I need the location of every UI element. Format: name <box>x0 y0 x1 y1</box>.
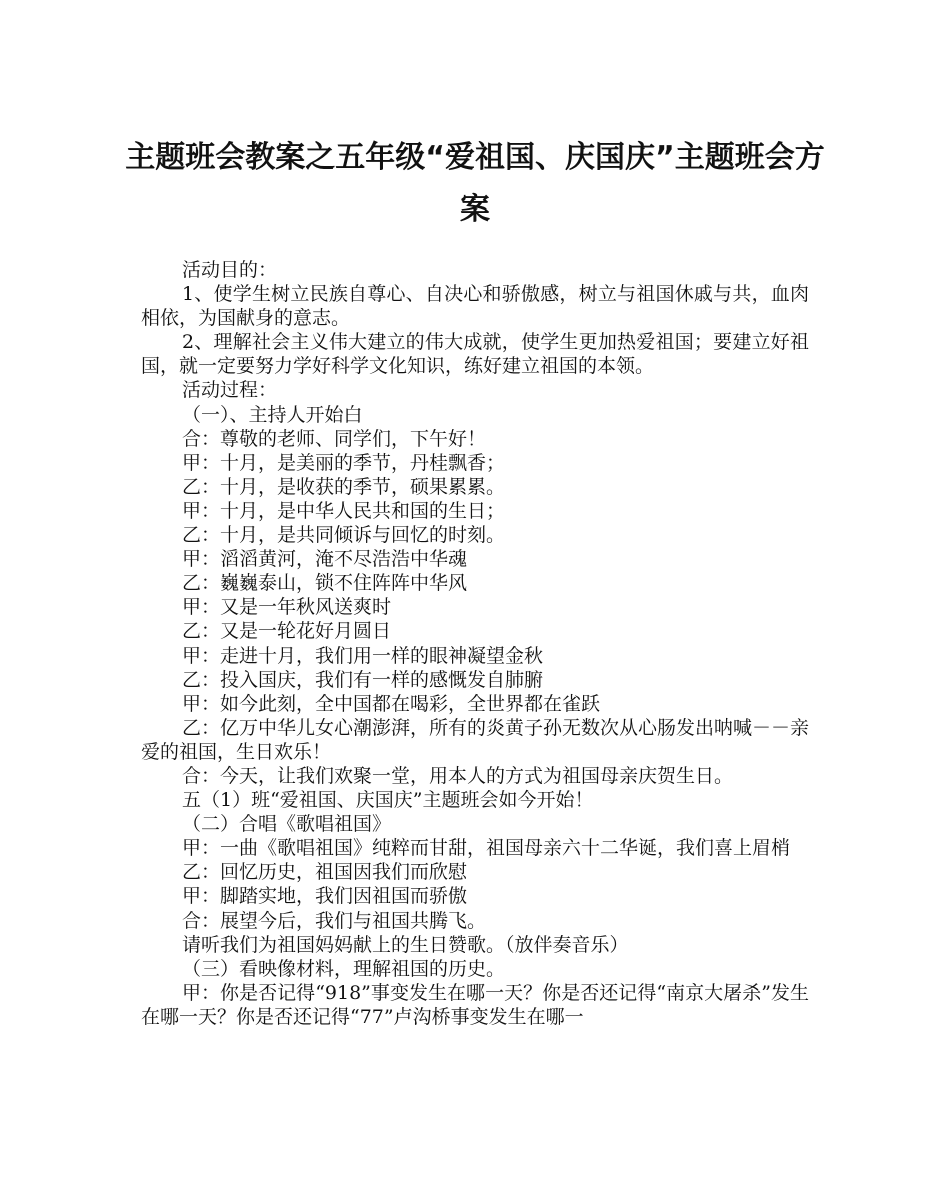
paragraph: 乙：十月，是共同倾诉与回忆的时刻。 <box>182 524 506 547</box>
paragraph: 乙：十月，是收获的季节，硕果累累。 <box>182 475 506 498</box>
paragraph: （二）合唱《歌唱祖国》 <box>182 813 392 836</box>
paragraph: 合：展望今后，我们与祖国共腾飞。 <box>182 909 487 932</box>
paragraph: 甲：又是一年秋风送爽时 <box>182 596 392 619</box>
document-body <box>141 258 809 1029</box>
paragraph: 甲：滔滔黄河，淹不尽浩浩中华魂 <box>182 548 468 571</box>
paragraph: 甲：脚踏实地，我们因祖国而骄傲 <box>182 885 468 908</box>
paragraph: （一）、主持人开始白 <box>182 403 363 426</box>
paragraph: 甲：走进十月，我们用一样的眼神凝望金秋 <box>182 644 544 667</box>
paragraph: 合：尊敬的老师、同学们，下午好！ <box>182 427 487 450</box>
paragraph: 五（1）班“爱祖国、庆国庆”主题班会如今开始！ <box>182 789 594 812</box>
paragraph: 1、使学生树立民族自尊心、自决心和骄傲感，树立与祖国休戚与共，血肉相依，为国献身的意志。 <box>141 283 809 330</box>
paragraph: 乙：亿万中华儿女心潮澎湃，所有的炎黄子孙无数次从心肠发出呐喊－－亲爱的祖国，生日欢乐！ <box>141 716 810 763</box>
paragraph: 乙：又是一轮花好月圆日 <box>182 620 392 643</box>
paragraph: 乙：回忆历史，祖国因我们而欣慰 <box>182 861 468 884</box>
paragraph: 乙：巍巍泰山，锁不住阵阵中华风 <box>182 572 468 595</box>
paragraph: 甲：你是否记得“918”事变发生在哪一天？你是否还记得“南京大屠杀”发生在哪一天？你是否还记得“77”卢沟桥事变发生在哪一 <box>141 981 809 1028</box>
paragraph: 甲：一曲《歌唱祖国》纯粹而甘甜，祖国母亲六十二华诞，我们喜上眉梢 <box>182 837 791 860</box>
paragraph: 甲：如今此刻，全中国都在喝彩，全世界都在雀跃 <box>182 692 601 715</box>
paragraph: 活动过程： <box>182 379 278 402</box>
document-title: 主题班会教案之五年级“爱祖国、庆国庆”主题班会方案 <box>125 140 825 227</box>
paragraph: （三）看映像材料，理解祖国的历史。 <box>182 957 506 980</box>
paragraph: 甲：十月，是中华人民共和国的生日； <box>182 499 506 522</box>
paragraph: 活动目的： <box>182 259 278 281</box>
paragraph: 乙：投入国庆，我们有一样的感慨发自肺腑 <box>182 668 544 691</box>
paragraph: 合：今天，让我们欢聚一堂，用本人的方式为祖国母亲庆贺生日。 <box>182 764 734 787</box>
paragraph: 2、理解社会主义伟大建立的伟大成就，使学生更加热爱祖国；要建立好祖国，就一定要努力学好科学文化知识，练好建立祖国的本领。 <box>141 331 809 378</box>
paragraph: 甲：十月，是美丽的季节，丹桂飘香； <box>182 451 506 474</box>
paragraph: 请听我们为祖国妈妈献上的生日赞歌。（放伴奏音乐） <box>182 933 629 956</box>
